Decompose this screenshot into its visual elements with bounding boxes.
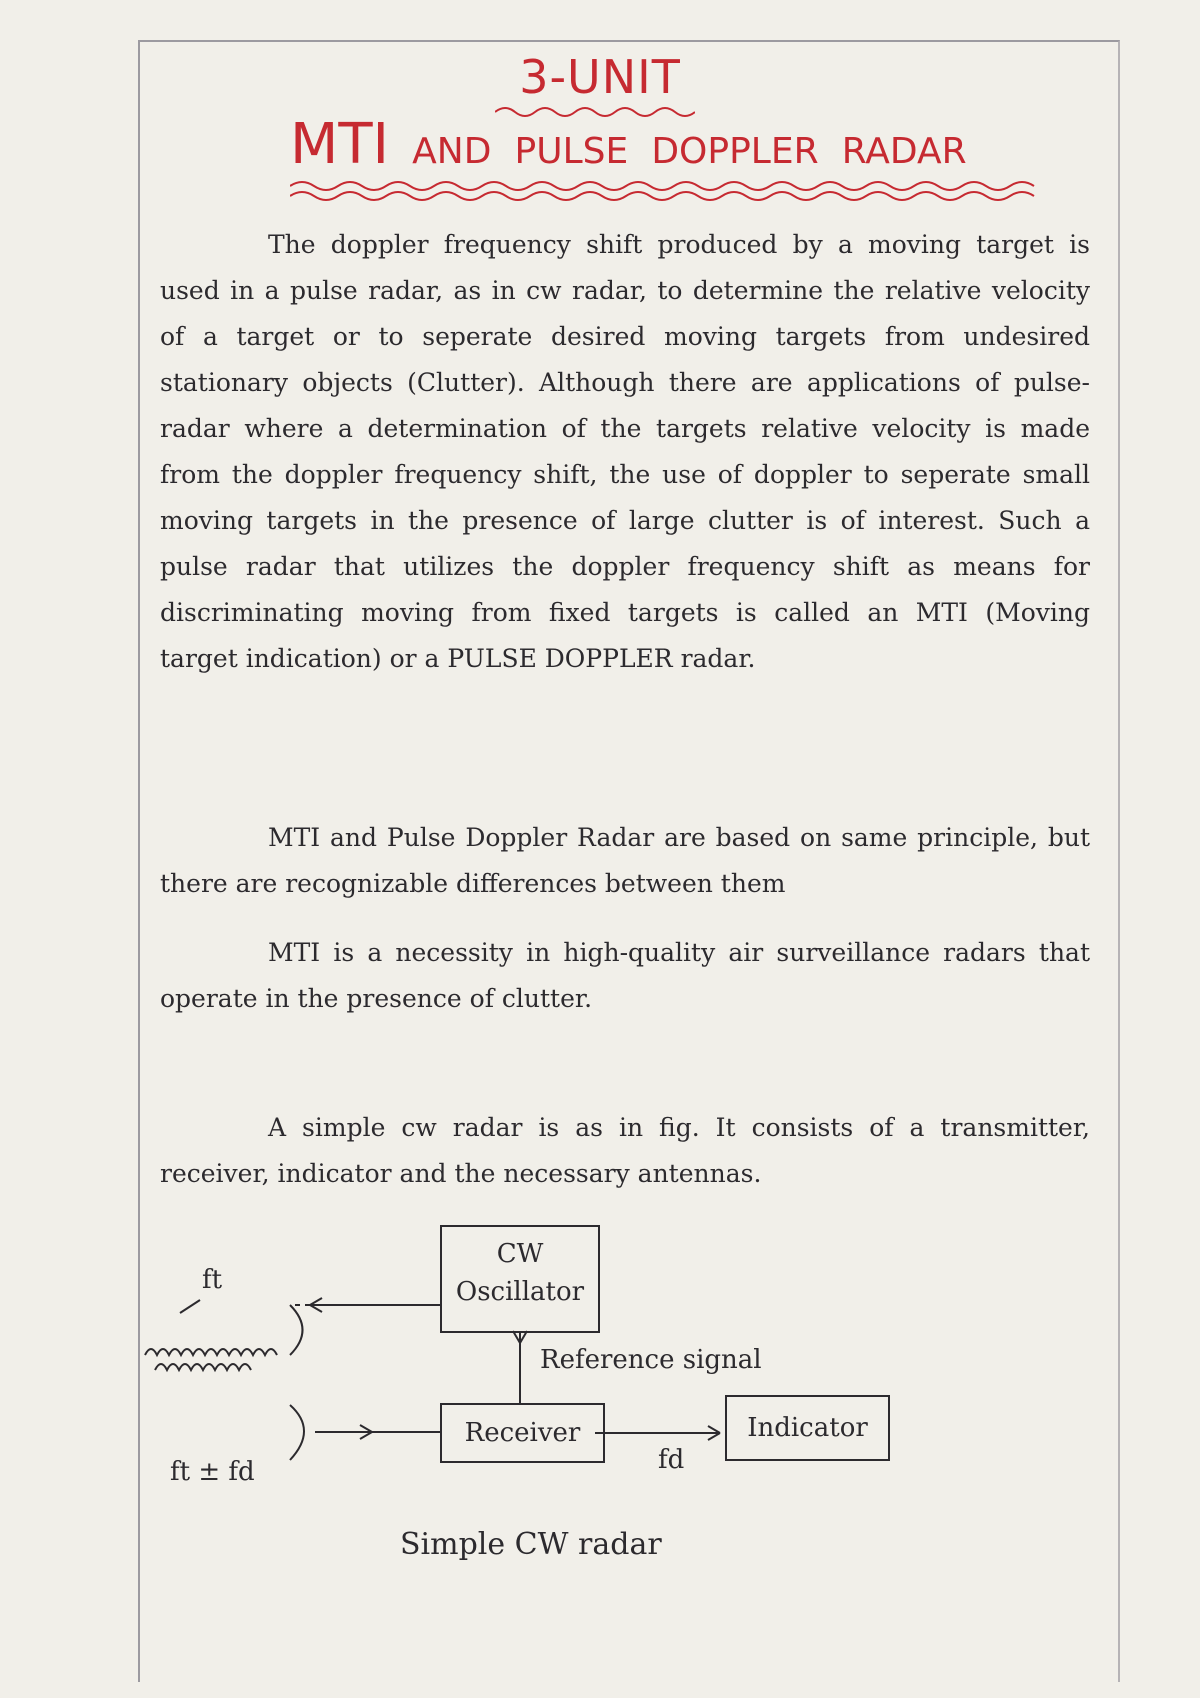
receiver-label: Receiver <box>464 1418 581 1448</box>
paragraph-text: MTI is a necessity in high-quality air surveillance radars that operate in the presence of clutter. <box>160 938 1090 1013</box>
figure-caption: Simple CW radar <box>400 1527 662 1562</box>
paragraph-necessity <box>160 930 1090 1022</box>
transmit-antenna <box>290 1305 303 1355</box>
paragraph-text: A simple cw radar is as in fig. It consists of a transmitter, receiver, indicator and the necessary antennas. <box>160 1113 1090 1188</box>
paragraph-text: MTI and Pulse Doppler Radar are based on same principle, but there are recognizable differences between them <box>160 823 1090 898</box>
title-doppler: DOPPLER <box>651 131 819 172</box>
indicator-label: Indicator <box>747 1413 868 1443</box>
page-title <box>290 112 1050 177</box>
unit-heading: 3-UNIT <box>519 50 681 104</box>
receive-antenna <box>290 1405 304 1460</box>
title-underline <box>290 178 1050 204</box>
fd-label: fd <box>658 1445 685 1475</box>
oscillator-line2: Oscillator <box>455 1277 585 1307</box>
cw-oscillator-block <box>440 1225 600 1333</box>
paragraph-text: The doppler frequency shift produced by a moving target is used in a pulse radar, as in cw radar, to determine the relative velocity of a target or to seperate desired moving targets from undesired stationary objects (Clutter). Although there are applications of pulse-radar where a determination of the targets relative velocity is made from the doppler frequency shift, the use of doppler to seperate small moving targets in the presence of large clutter is of interest. Such a pulse radar that utilizes the doppler frequency shift as means for discriminating moving from fixed targets is called an MTI (Moving target indication) or a PULSE DOPPLER radar. <box>160 230 1090 673</box>
title-mti: MTI <box>290 112 390 177</box>
paragraph-cw-radar <box>160 1105 1090 1197</box>
ft-label: ft <box>202 1265 223 1295</box>
paragraph-principle <box>160 815 1090 907</box>
receive-wave <box>155 1364 251 1370</box>
indicator-block <box>725 1395 890 1461</box>
title-and: AND <box>412 131 492 172</box>
ft-fd-label: ft ± fd <box>170 1457 255 1487</box>
cw-radar-diagram <box>140 1225 1040 1525</box>
title-pulse: PULSE <box>514 131 629 172</box>
paragraph-intro <box>160 222 1090 682</box>
receiver-block <box>440 1403 605 1463</box>
transmit-wave <box>145 1349 277 1355</box>
oscillator-line1: CW <box>496 1239 544 1269</box>
title-radar: RADAR <box>841 131 967 172</box>
reference-signal-label: Reference signal <box>540 1345 762 1375</box>
